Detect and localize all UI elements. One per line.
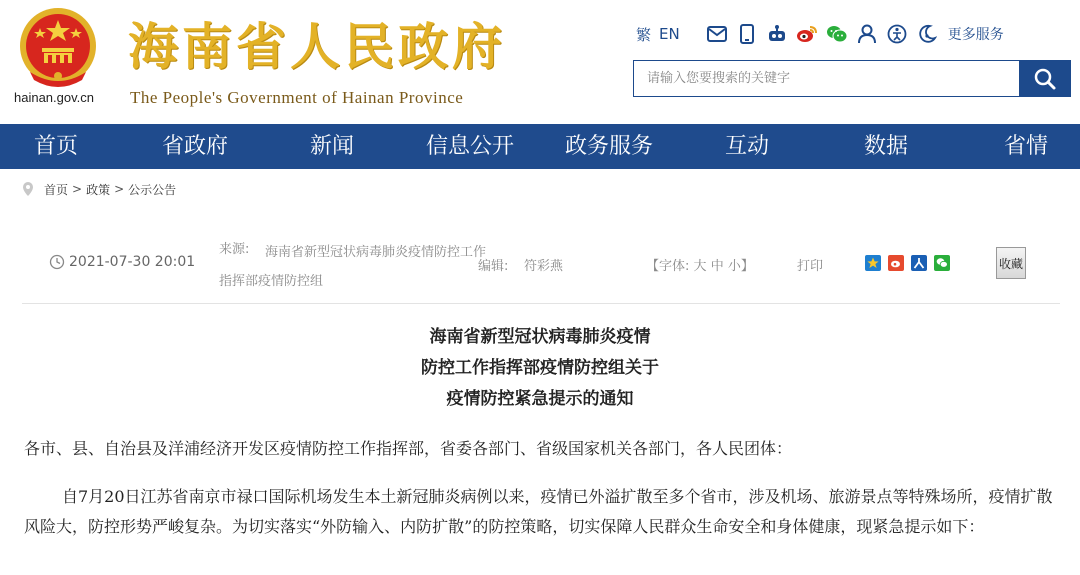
print-link[interactable]: 打印	[797, 259, 824, 274]
nav-item-provincial-government[interactable]: 省政府	[162, 134, 229, 159]
search-icon	[1033, 67, 1057, 91]
share-wechat-icon[interactable]	[934, 255, 950, 271]
site-subtitle: The People's Government of Hainan Province	[130, 88, 464, 107]
favorite-button[interactable]: 收藏	[996, 247, 1026, 279]
lang-english-link[interactable]: EN	[659, 25, 680, 43]
font-size-close: 】	[740, 259, 754, 274]
wechat-icon[interactable]	[826, 23, 848, 45]
share-qzone-icon[interactable]	[865, 255, 881, 271]
user-icon[interactable]	[856, 23, 878, 45]
article-salutation: 各市、县、自治县及洋浦经济开发区疫情防控工作指挥部，省委各部门、省级国家机关各部门，各人民团体：	[24, 439, 793, 458]
weibo-icon[interactable]	[796, 23, 818, 45]
font-size-medium[interactable]: 中	[710, 259, 724, 274]
header-toolbar	[636, 22, 1004, 46]
editor-name: 符彩燕	[524, 259, 564, 274]
publish-date	[49, 254, 195, 270]
nav-item-government-services[interactable]: 政务服务	[565, 134, 654, 159]
search-input[interactable]	[634, 61, 1020, 96]
breadcrumb-announcements[interactable]: 公示公告	[128, 182, 177, 197]
share-weibo-icon[interactable]	[888, 255, 904, 271]
font-size-control	[646, 255, 754, 274]
publish-date-text: 2021-07-30 20:01	[69, 254, 196, 270]
font-size-large[interactable]: 大	[693, 259, 707, 274]
breadcrumb-separator: >	[114, 182, 125, 196]
clock-icon	[49, 254, 65, 270]
nav-item-province-overview[interactable]: 省情	[1004, 134, 1049, 159]
article-title-line: 疫情防控紧急提示的通知	[446, 389, 634, 409]
article-meta	[22, 226, 1060, 304]
location-pin-icon	[22, 182, 34, 196]
editor-label: 编辑:	[478, 259, 509, 274]
source-label: 来源:	[219, 242, 250, 257]
nav-item-information-disclosure[interactable]: 信息公开	[426, 134, 515, 159]
font-size-label: 【字体:	[646, 259, 690, 274]
search-button[interactable]	[1019, 61, 1070, 96]
nav-item-data[interactable]: 数据	[864, 134, 909, 159]
article-title-line: 海南省新型冠状病毒肺炎疫情	[429, 327, 651, 347]
article-title-line: 防控工作指挥部疫情防控组关于	[421, 358, 659, 378]
mobile-icon[interactable]	[736, 23, 758, 45]
lang-traditional-link[interactable]: 繁	[636, 25, 652, 44]
more-services-link[interactable]: 更多服务	[947, 27, 1004, 43]
site-header	[0, 0, 1080, 124]
accessibility-icon[interactable]	[886, 23, 908, 45]
national-emblem-icon[interactable]	[16, 6, 100, 92]
search-box	[633, 60, 1071, 97]
nav-item-news[interactable]: 新闻	[310, 134, 355, 159]
breadcrumb-separator: >	[72, 182, 83, 196]
share-people-icon[interactable]	[911, 255, 927, 271]
nav-item-home[interactable]: 首页	[34, 134, 79, 159]
site-domain: hainan.gov.cn	[14, 90, 94, 105]
nav-item-interaction[interactable]: 互动	[725, 134, 770, 159]
breadcrumb	[22, 180, 176, 198]
article-paragraph: 自7月20日江苏省南京市禄口国际机场发生本土新冠肺炎病例以来，疫情已外溢扩散至多个省市，涉及机场、旅游景点等特殊场所，疫情扩散风险大，防控形势严峻复杂。为切实落实“外防输入、内防扩散”的防控策略，切实保障人民群众生命安全和身体健康，现紧急提示如下：	[24, 487, 1053, 536]
share-buttons	[865, 255, 957, 271]
article-title	[0, 322, 1080, 415]
main-nav	[0, 124, 1080, 169]
elder-mode-icon[interactable]	[916, 23, 938, 45]
font-size-small[interactable]: 小	[727, 259, 741, 274]
mail-icon[interactable]	[706, 23, 728, 45]
breadcrumb-policy[interactable]: 政策	[86, 182, 111, 197]
breadcrumb-home[interactable]: 首页	[44, 182, 69, 197]
site-title[interactable]: 海南省人民政府	[128, 18, 506, 76]
source-name: 海南省新型冠状病毒肺炎疫情防控工作指挥部疫情防控组	[219, 245, 487, 289]
robot-icon[interactable]	[766, 23, 788, 45]
